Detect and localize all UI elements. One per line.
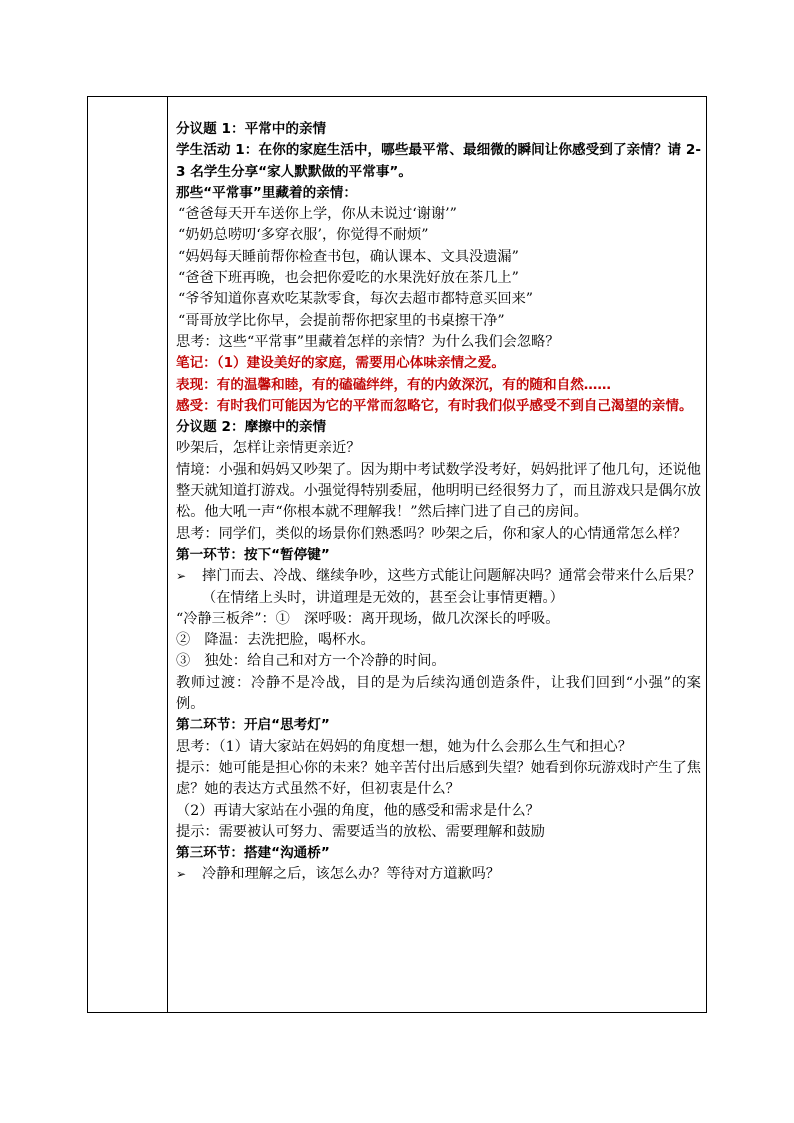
subtopic-1-heading: 分议题 1：平常中的亲情 [176, 121, 327, 137]
think-question-1: 思考：这些“平常事”里藏着怎样的亲情？为什么我们会忽略？ [176, 333, 560, 350]
student-activity-1 [176, 140, 701, 183]
think-question-4: （2）再请大家站在小强的角度，他的感受和需求是什么？ [176, 802, 540, 819]
teacher-transition: 教师过渡：冷静不是冷战，目的是为后续沟通创造条件，让我们回到“小强”的案例。 [176, 674, 701, 713]
bullet-item-2-text: 冷静和理解之后，该怎么办？等待对方道歉吗？ [202, 866, 500, 883]
think-question-3: 思考：（1）请大家站在妈妈的角度想一想，她为什么会那么生气和担心？ [176, 738, 632, 755]
manifestation-line: 表现：有的温馨和睦，有的磕磕绊绊，有的内敛深沉，有的随和自然…… [176, 376, 611, 393]
lesson-table [87, 96, 707, 1013]
example-quote-6: “哥哥放学比你早，会提前帮你把家里的书桌擦干净” [178, 312, 505, 329]
example-quote-3: “妈妈每天睡前帮你检查书包，确认课本、文具没遗漏” [178, 248, 519, 265]
scenario-text: 情境：小强和妈妈又吵架了。因为期中考试数学没考好，妈妈批评了他几句，还说他整天就知道打游戏。小强觉得特别委屈，他明明已经很努力了，而且游戏只是偶尔放松。他大吼一声“你根本就不理解我！”然后摔门进了自己的房间。 [176, 461, 701, 521]
notes-line: 笔记：（1）建设美好的家庭，需要用心体味亲情之爱。 [176, 355, 505, 372]
example-quote-1: “爸爸每天开车送你上学，你从未说过‘谢谢’” [178, 206, 457, 223]
calm-step-3: ③ 独处：给自己和对方一个冷静的时间。 [176, 653, 446, 670]
lesson-content-cell [176, 119, 701, 886]
arrow-bullet-icon: ➢ [176, 867, 187, 882]
calm-three-steps: “冷静三板斧”：① 深呼吸：离开现场，做几次深长的呼吸。 [176, 610, 560, 627]
step-1-heading: 第一环节：按下“暂停键” [176, 546, 330, 563]
hint-2: 提示：需要被认可努力、需要适当的放松、需要理解和鼓励 [176, 823, 545, 840]
bullet-item-1 [176, 566, 701, 609]
bullet-item-1-text: 摔门而去、冷战、继续争吵，这些方式能让问题解决吗？通常会带来什么后果？（在情绪上头时，讲道理是无效的，甚至会让事情更糟。） [202, 568, 701, 606]
subtopic-2-heading: 分议题 2：摩擦中的亲情 [176, 419, 327, 436]
example-quote-2: “奶奶总唠叨‘多穿衣服’，你觉得不耐烦” [178, 227, 429, 244]
student-activity-1-text: 学生活动 1：在你的家庭生活中，哪些最平常、最细微的瞬间让你感受到了亲情？请 2-3 名学生分享“家人默默做的平常事”。 [176, 142, 701, 180]
after-quarrel-question: 吵架后，怎样让亲情更亲近？ [176, 440, 361, 457]
bullet-item-2 [176, 864, 701, 885]
ordinary-things-heading: 那些“平常事”里藏着的亲情： [176, 184, 357, 201]
hint-1: 提示：她可能是担心你的未来？她辛苦付出后感到失望？她看到你玩游戏时产生了焦虑？她的表达方式虽然不好，但初衷是什么？ [176, 759, 701, 798]
arrow-bullet-icon: ➢ [176, 569, 187, 584]
example-quote-4: “爸爸下班再晚，也会把你爱吃的水果洗好放在茶几上” [178, 270, 519, 287]
think-question-2: 思考：同学们，类似的场景你们熟悉吗？吵架之后，你和家人的心情通常怎么样？ [176, 525, 687, 542]
step-2-heading: 第二环节：开启“思考灯” [176, 717, 330, 734]
feeling-line: 感受：有时我们可能因为它的平常而忽略它，有时我们似乎感受不到自己渴望的亲情。 [176, 397, 693, 414]
example-quote-5: “爷爷知道你喜欢吃某款零食，每次去超市都特意买回来” [178, 291, 534, 308]
column-divider [167, 97, 168, 1012]
step-3-heading: 第三环节：搭建“沟通桥” [176, 845, 330, 862]
calm-step-2: ② 降温：去洗把脸，喝杯水。 [176, 632, 375, 649]
